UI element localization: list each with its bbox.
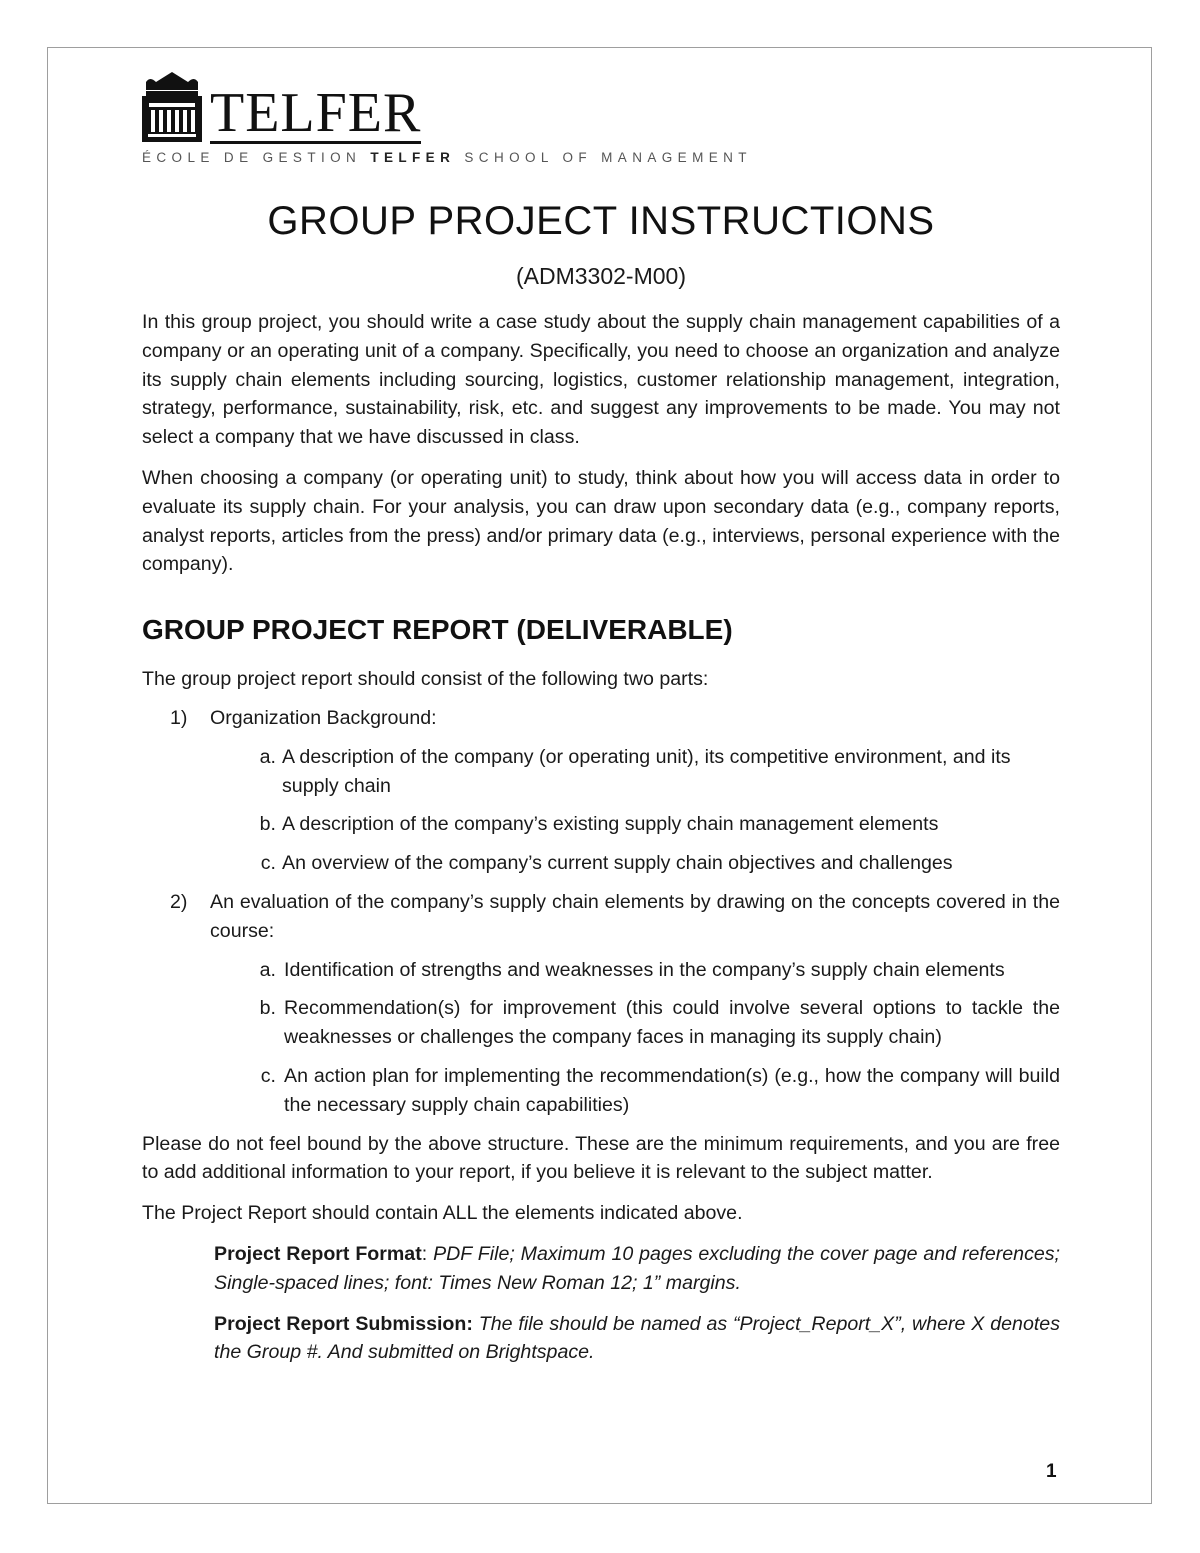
building-logo-icon [142, 70, 202, 144]
course-code: (ADM3302-M00) [516, 263, 686, 289]
section-heading: GROUP PROJECT REPORT (DELIVERABLE) [142, 614, 733, 646]
list-text: An evaluation of the company’s supply chain elements by drawing on the concepts covered in the course: [210, 890, 1060, 942]
closing-paragraph: The Project Report should contain ALL the elements indicated above. [142, 1202, 743, 1225]
format-colon: : [421, 1242, 428, 1265]
sub-list-item [142, 743, 1060, 801]
sub-list-item [142, 1062, 1060, 1120]
page-number: 1 [1046, 1461, 1057, 1482]
sub-list-text: An overview of the company’s current supply chain objectives and challenges [282, 852, 953, 875]
tagline-english: SCHOOL OF MANAGEMENT [455, 150, 752, 165]
intro-paragraph: When choosing a company (or operating unit) to study, think about how you will access data in order to evaluate its supply chain. For your analysis, you can draw upon secondary data (e.g., company reports, analyst reports, articles from the press) and/or primary data (e.g., interviews, personal experience with the company). [142, 466, 1060, 576]
format-text: PDF File; Maximum 10 pages excluding the cover page and references; Single-spaced lines; font: Times New Roman 12; 1” margins. [214, 1242, 1060, 1294]
format-requirement [214, 1240, 1060, 1298]
list-text: Organization Background: [210, 706, 437, 729]
sub-list-text: A description of the company’s existing supply chain management elements [282, 813, 939, 836]
sub-list-letter: b. [259, 813, 276, 836]
sub-list-letter: c. [260, 1064, 276, 1087]
telfer-logo [142, 68, 1060, 165]
logo-wordmark: TELFER [210, 82, 422, 144]
section-intro: The group project report should consist of the following two parts: [142, 668, 709, 691]
report-requirements [142, 1240, 1060, 1367]
sub-list-item [142, 849, 1060, 878]
list-item [142, 888, 1060, 946]
sub-list-text: Recommendation(s) for improvement (this could involve several options to tackle the weaknesses or challenges the company faces in managing its supply chain) [284, 997, 1060, 1049]
tagline-telfer: TELFER [370, 150, 456, 165]
submission-label: Project Report Submission: [214, 1312, 473, 1335]
list-item [142, 704, 1060, 733]
intro-paragraph: In this group project, you should write a case study about the supply chain management capabilities of a company or an operating unit of a company. Specifically, you need to choose an organization and analyze its supply chain elements including sourcing, logistics, customer relationship management, integration, strategy, performance, sustainability, risk, etc. and suggest any improvements to be made. You may not select a company that we have discussed in class. [142, 311, 1060, 449]
sub-list-text: An action plan for implementing the recommendation(s) (e.g., how the company will build the necessary supply chain capabilities) [284, 1064, 1060, 1116]
sub-list-item [142, 994, 1060, 1052]
tagline-french: ÉCOLE DE GESTION [142, 150, 371, 165]
sub-list-item [142, 956, 1060, 985]
submission-text: The file should be named as “Project_Report_X”, where X denotes the Group #. And submitted on Brightspace. [214, 1312, 1060, 1364]
sub-list-text: Identification of strengths and weaknesses in the company’s supply chain elements [284, 958, 1005, 981]
logo-tagline [142, 150, 1060, 165]
sub-list-text: A description of the company (or operating unit), its competitive environment, and its supply chain [282, 745, 1011, 797]
sub-list-letter: c. [260, 852, 276, 875]
sub-list-letter: a. [259, 958, 276, 981]
sub-list-letter: a. [259, 745, 276, 768]
page-title: GROUP PROJECT INSTRUCTIONS [267, 199, 935, 243]
list-number: 1) [170, 706, 188, 729]
submission-requirement [214, 1310, 1060, 1368]
sub-list-letter: b. [259, 997, 276, 1020]
closing-paragraph: Please do not feel bound by the above structure. These are the minimum requirements, and you are free to add additional information to your report, if you believe it is relevant to the subject matter. [142, 1132, 1060, 1184]
sub-list-item [142, 810, 1060, 839]
list-number: 2) [170, 890, 188, 913]
format-label: Project Report Format [214, 1242, 422, 1265]
document-content [142, 68, 1060, 1367]
